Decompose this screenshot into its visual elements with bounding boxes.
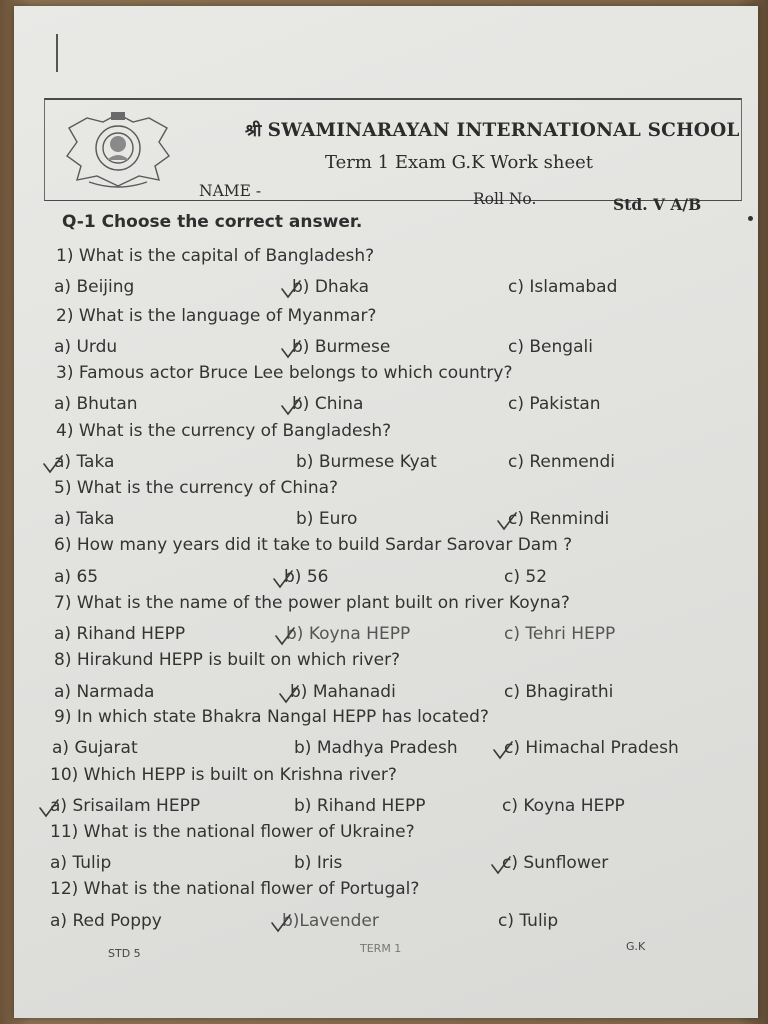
option-c: c) Bengali [508,337,593,357]
check-mark-icon [278,684,300,704]
question-text: 5) What is the currency of China? [54,478,339,498]
question-text: 2) What is the language of Myanmar? [56,306,377,326]
school-name [245,118,740,141]
option-a: a) Rihand HEPP [54,624,186,644]
ink-dot [748,216,753,221]
option-a: a) Beijing [54,277,135,297]
name-label: NAME - [199,182,262,200]
option-b: b) Madhya Pradesh [294,738,458,758]
school-name-text: SWAMINARAYAN INTERNATIONAL SCHOOL [267,120,740,141]
option-a: a) 65 [54,567,99,587]
option-a: a) Taka [54,452,115,472]
option-b: b) China [292,394,364,414]
pen-mark [56,34,58,72]
check-mark-icon [496,511,518,531]
option-a: a) Red Poppy [50,911,162,931]
check-mark-icon [490,855,512,875]
option-c: c) Tulip [498,911,559,931]
std-label: Std. V A/B [613,195,702,214]
check-mark-icon [38,798,60,818]
option-a: a) Srisailam HEPP [50,796,201,816]
question-text: 1) What is the capital of Bangladesh? [56,246,375,266]
section-title: Q-1 Choose the correct answer. [62,212,363,232]
option-a: a) Bhutan [54,394,138,414]
worksheet-header [44,98,742,214]
option-b: b) Burmese Kyat [296,452,437,472]
option-c: c) Renmendi [508,452,615,472]
option-c: c) Islamabad [508,277,618,297]
footer-subject: G.K [626,940,646,953]
option-a: a) Tulip [50,853,112,873]
option-c: c) Himachal Pradesh [504,738,679,758]
check-mark-icon [274,626,296,646]
option-b: b) Mahanadi [290,682,396,702]
option-b: b) Dhaka [292,277,370,297]
check-mark-icon [270,913,292,933]
option-b: b) 56 [284,567,329,587]
check-mark-icon [280,396,302,416]
question-text: 10) Which HEPP is built on Krishna river? [50,765,397,785]
option-b: b) Koyna HEPP [286,624,411,644]
option-b: b) Burmese [292,337,391,357]
worksheet-subtitle: Term 1 Exam G.K Work sheet [325,152,593,173]
question-text: 4) What is the currency of Bangladesh? [56,421,392,441]
question-text: 3) Famous actor Bruce Lee belongs to which country? [56,363,513,383]
question-text: 11) What is the national flower of Ukraine? [50,822,415,842]
option-c: c) Tehri HEPP [504,624,616,644]
option-a: a) Urdu [54,337,118,357]
option-b: b) Rihand HEPP [294,796,426,816]
option-c: c) Pakistan [508,394,601,414]
footer-std: STD 5 [108,947,141,960]
check-mark-icon [42,454,64,474]
option-c: c) Sunflower [502,853,609,873]
check-mark-icon [492,740,514,760]
worksheet-page [14,6,758,1018]
question-text: 6) How many years did it take to build Sardar Sarovar Dam ? [54,535,573,555]
option-c: c) Koyna HEPP [502,796,625,816]
option-c: c) Renmindi [508,509,610,529]
option-a: a) Narmada [54,682,155,702]
question-text: 8) Hirakund HEPP is built on which river? [54,650,401,670]
check-mark-icon [272,569,294,589]
option-b: b) Euro [296,509,358,529]
question-text: 12) What is the national flower of Portugal? [50,879,420,899]
option-c: c) Bhagirathi [504,682,614,702]
option-a: a) Gujarat [52,738,138,758]
option-b: b)Lavender [282,911,379,931]
school-logo-icon [59,108,177,194]
option-b: b) Iris [294,853,343,873]
option-c: c) 52 [504,567,548,587]
roll-no-label: Roll No. [473,190,537,208]
question-text: 9) In which state Bhakra Nangal HEPP has located? [54,707,489,727]
check-mark-icon [280,279,302,299]
footer-term: TERM 1 [360,942,402,955]
check-mark-icon [280,339,302,359]
shri-text: श्री [245,121,262,141]
option-a: a) Taka [54,509,115,529]
question-text: 7) What is the name of the power plant built on river Koyna? [54,593,570,613]
